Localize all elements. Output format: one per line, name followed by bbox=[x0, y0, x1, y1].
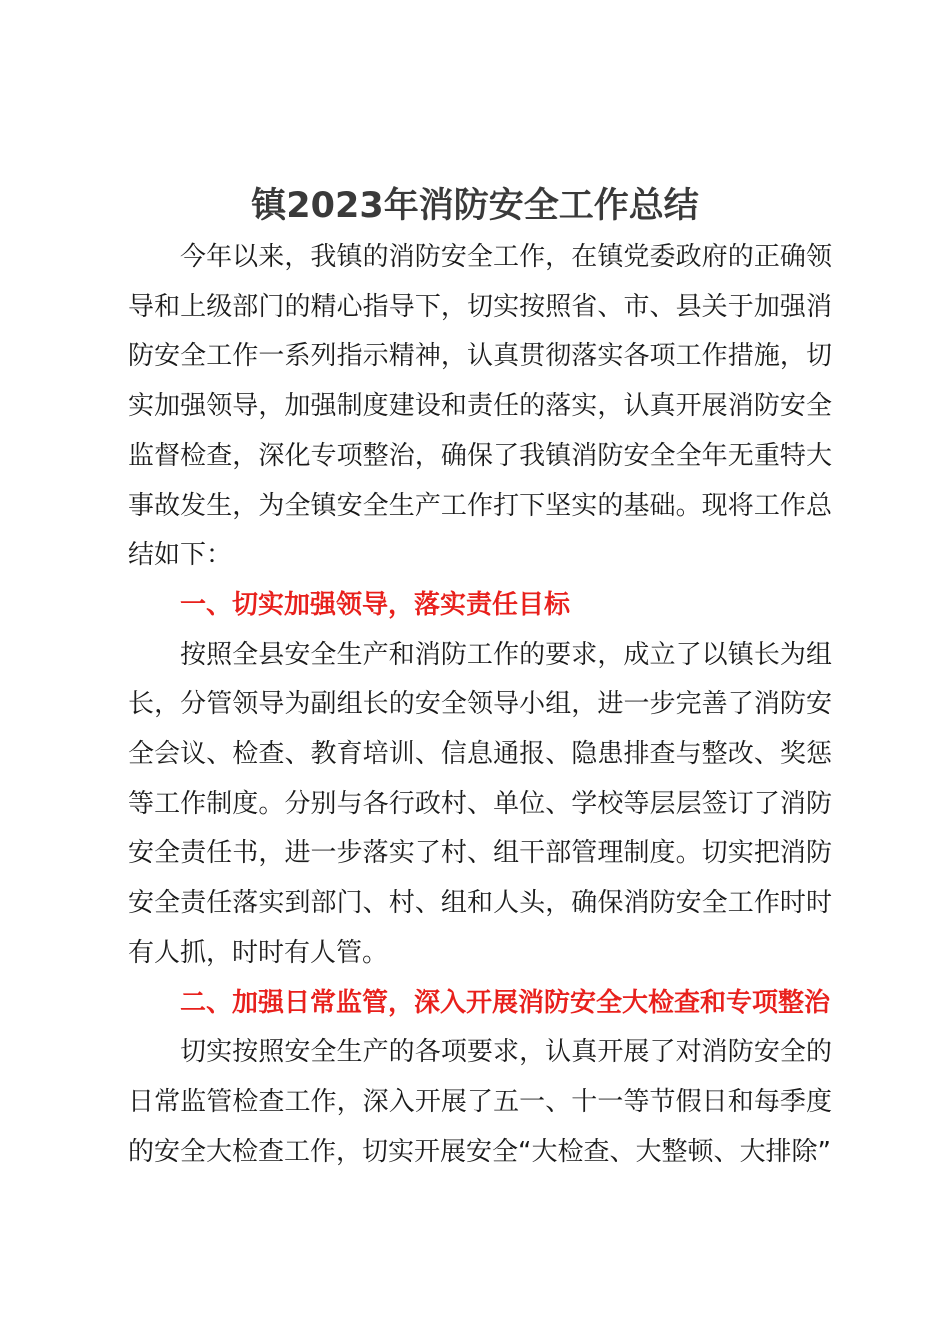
section-body-1: 按照全县安全生产和消防工作的要求，成立了以镇长为组长，分管领导为副组长的安全领导小组，进一步完善了消防安全会议、检查、教育培训、信息通报、隐患排查与整改、奖惩等工作制度。分别与各行政村、单位、学校等层层签订了消防安全责任书，进一步落实了村、组干部管理制度。切实把消防安全责任落实到部门、村、组和人头，确保消防安全工作时时有人抓，时时有人管。 bbox=[128, 639, 832, 968]
document-title: 镇2023年消防安全工作总结 bbox=[251, 186, 699, 226]
section-heading-2: 二、加强日常监管，深入开展消防安全大检查和专项整治 bbox=[180, 987, 831, 1018]
section-heading-1: 一、切实加强领导，落实责任目标 bbox=[180, 589, 571, 620]
section-body-2: 切实按照安全生产的各项要求，认真开展了对消防安全的日常监管检查工作，深入开展了五一、十一等节假日和每季度的安全大检查工作，切实开展安全“大检查、大整顿、大排除” bbox=[128, 1037, 832, 1167]
intro-paragraph: 今年以来，我镇的消防安全工作，在镇党委政府的正确领导和上级部门的精心指导下，切实按照省、市、县关于加强消防安全工作一系列指示精神，认真贯彻落实各项工作措施，切实加强领导，加强制度建设和责任的落实，认真开展消防安全监督检查，深化专项整治，确保了我镇消防安全全年无重特大事故发生，为全镇安全生产工作打下坚实的基础。现将工作总结如下： bbox=[128, 242, 832, 571]
document-body bbox=[128, 233, 832, 1177]
